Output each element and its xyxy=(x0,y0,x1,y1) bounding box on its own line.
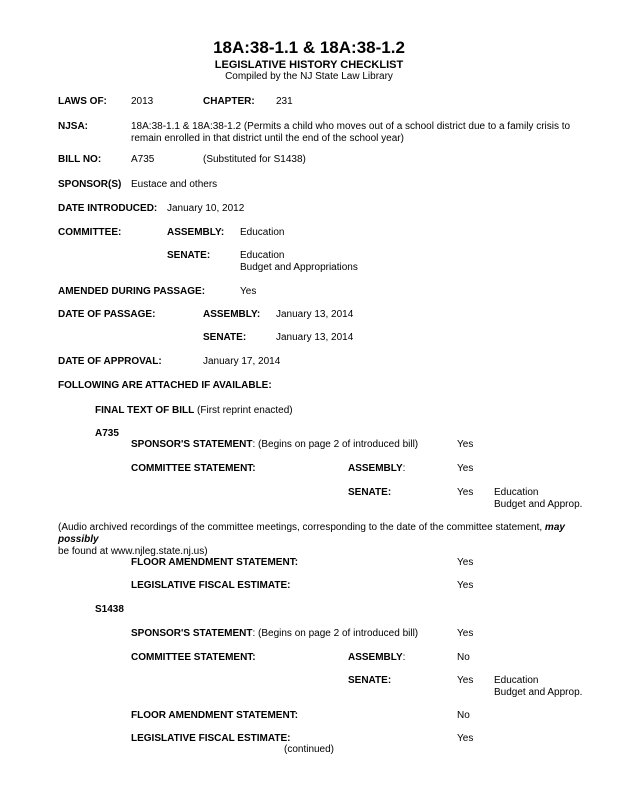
s1438-sponsor-statement-label: SPONSOR'S STATEMENT xyxy=(131,628,253,639)
audio-note-part1: (Audio archived recordings of the committee meetings, corresponding to the date of the committee statement, xyxy=(58,522,545,533)
page-title: 18A:38-1.1 & 18A:38-1.2 xyxy=(213,38,405,57)
date-introduced-label: DATE INTRODUCED: xyxy=(58,203,158,214)
s1438-committee-statement-label: COMMITTEE STATEMENT: xyxy=(131,652,256,663)
committee-label: COMMITTEE: xyxy=(58,227,122,238)
s1438-senate-committee-2: Budget and Approp. xyxy=(494,687,583,698)
a735-sponsor-statement-value: Yes xyxy=(457,439,474,450)
date-of-approval-label: DATE OF APPROVAL: xyxy=(58,356,162,367)
s1438-fiscal-estimate-value: Yes xyxy=(457,733,474,744)
s1438-label: S1438 xyxy=(95,604,124,615)
a735-senate-committee-1: Education xyxy=(494,487,539,498)
passage-senate-label: SENATE: xyxy=(203,332,247,343)
s1438-senate-label: SENATE: xyxy=(348,675,392,686)
s1438-assembly-value: No xyxy=(457,652,470,663)
bill-no-note: (Substituted for S1438) xyxy=(203,154,306,165)
committee-senate-value-2: Budget and Appropriations xyxy=(240,262,358,273)
s1438-sponsor-statement-note: : (Begins on page 2 of introduced bill) xyxy=(252,628,419,639)
passage-assembly-value: January 13, 2014 xyxy=(276,309,354,320)
a735-floor-amendment-label: FLOOR AMENDMENT STATEMENT: xyxy=(131,557,299,568)
njsa-label: NJSA: xyxy=(58,121,89,132)
audio-note-emphasis: may possibly xyxy=(58,522,565,545)
date-of-passage-label: DATE OF PASSAGE: xyxy=(58,309,156,320)
committee-senate-label: SENATE: xyxy=(167,250,211,261)
a735-senate-committee-2: Budget and Approp. xyxy=(494,499,583,510)
s1438-floor-amendment-value: No xyxy=(457,710,470,721)
date-of-approval-value: January 17, 2014 xyxy=(203,356,281,367)
a735-assembly xyxy=(348,463,405,475)
a735-assembly-label: ASSEMBLY xyxy=(348,463,403,474)
a735-sponsor-statement xyxy=(131,439,418,451)
chapter-label: CHAPTER: xyxy=(203,96,255,107)
amended-label: AMENDED DURING PASSAGE: xyxy=(58,286,206,297)
a735-label: A735 xyxy=(95,428,119,439)
final-text-line xyxy=(95,405,293,417)
sponsors-value: Eustace and others xyxy=(131,179,218,190)
a735-fiscal-estimate-label: LEGISLATIVE FISCAL ESTIMATE: xyxy=(131,580,291,591)
s1438-floor-amendment-label: FLOOR AMENDMENT STATEMENT: xyxy=(131,710,299,721)
final-text-note: (First reprint enacted) xyxy=(197,405,293,416)
continued-footer: (continued) xyxy=(283,744,335,755)
laws-of-label: LAWS OF: xyxy=(58,96,107,107)
a735-assembly-value: Yes xyxy=(457,463,474,474)
a735-sponsor-statement-label: SPONSOR'S STATEMENT xyxy=(131,439,253,450)
a735-committee-statement-label: COMMITTEE STATEMENT: xyxy=(131,463,256,474)
passage-assembly-label: ASSEMBLY: xyxy=(203,309,261,320)
committee-assembly-label: ASSEMBLY: xyxy=(167,227,225,238)
s1438-assembly-label: ASSEMBLY xyxy=(348,652,403,663)
compiled-by: Compiled by the NJ State Law Library xyxy=(225,71,393,82)
attached-heading: FOLLOWING ARE ATTACHED IF AVAILABLE: xyxy=(58,380,272,391)
s1438-sponsor-statement xyxy=(131,628,418,640)
date-introduced-value: January 10, 2012 xyxy=(167,203,245,214)
passage-senate-value: January 13, 2014 xyxy=(276,332,354,343)
sponsors-label: SPONSOR(S) xyxy=(58,179,122,190)
bill-no-value: A735 xyxy=(131,154,155,165)
chapter-value: 231 xyxy=(276,96,293,107)
amended-value: Yes xyxy=(240,286,257,297)
audio-note xyxy=(58,522,588,558)
committee-assembly-value: Education xyxy=(240,227,285,238)
a735-senate-value: Yes xyxy=(457,487,474,498)
s1438-fiscal-estimate-label: LEGISLATIVE FISCAL ESTIMATE: xyxy=(131,733,291,744)
a735-sponsor-statement-note: : (Begins on page 2 of introduced bill) xyxy=(252,439,419,450)
s1438-assembly xyxy=(348,652,405,664)
njsa-value: 18A:38-1.1 & 18A:38-1.2 (Permits a child who moves out of a school district due to a family crisis to remain enrolled in that district until the end of the school year) xyxy=(131,121,571,144)
s1438-sponsor-statement-value: Yes xyxy=(457,628,474,639)
a735-fiscal-estimate-value: Yes xyxy=(457,580,474,591)
a735-floor-amendment-value: Yes xyxy=(457,557,474,568)
committee-senate-value-1: Education xyxy=(240,250,285,261)
audio-note-part2: be found at www.njleg.state.nj.us) xyxy=(58,546,208,557)
page-subtitle: LEGISLATIVE HISTORY CHECKLIST xyxy=(214,59,404,71)
a735-assembly-colon: : xyxy=(402,463,406,474)
s1438-senate-committee-1: Education xyxy=(494,675,539,686)
laws-of-value: 2013 xyxy=(131,96,154,107)
a735-senate-label: SENATE: xyxy=(348,487,392,498)
final-text-label: FINAL TEXT OF BILL xyxy=(95,405,195,416)
s1438-assembly-colon: : xyxy=(402,652,406,663)
s1438-senate-value: Yes xyxy=(457,675,474,686)
bill-no-label: BILL NO: xyxy=(58,154,102,165)
